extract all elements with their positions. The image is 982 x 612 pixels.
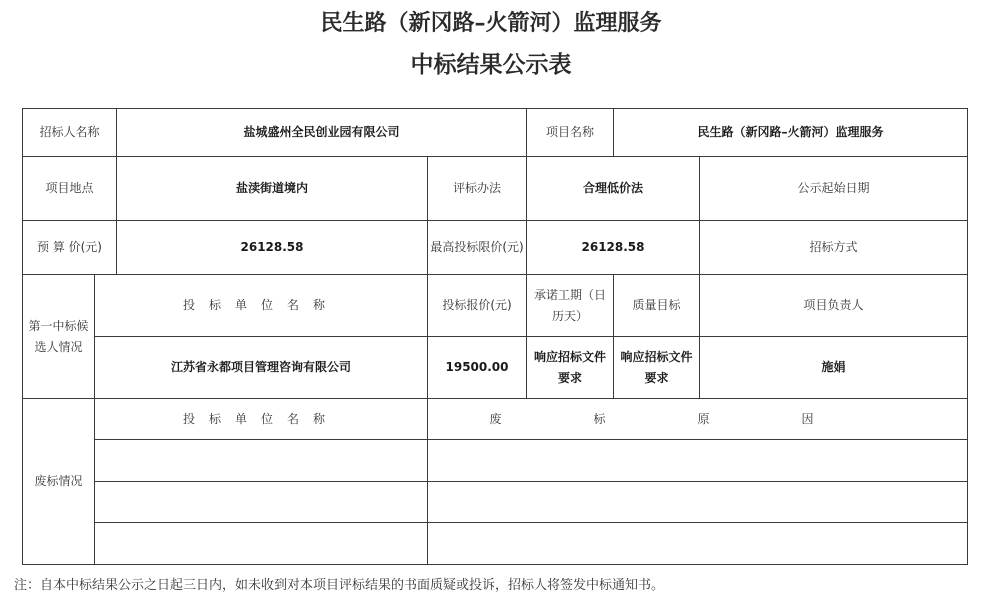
project-name-label: 项目名称 — [527, 109, 614, 157]
rejected-reason-header: 废标原因 — [428, 399, 968, 440]
start-date-label: 公示起始日期 — [700, 157, 968, 221]
table-row — [23, 337, 968, 399]
table-row — [23, 482, 968, 523]
candidate-manager-value: 施娟 — [700, 337, 968, 399]
tenderer-value: 盐城盛州全民创业园有限公司 — [117, 109, 527, 157]
footnote: 注：自本中标结果公示之日起三日内，如未收到对本项目评标结果的书面质疑或投诉，招标人将签发中标通知书。 — [14, 578, 665, 593]
bid-method-label: 招标方式 — [700, 221, 968, 275]
candidate-quality-header: 质量目标 — [614, 275, 700, 337]
rejected-reason-cell — [428, 440, 968, 482]
page-title: 民生路（新冈路–火箭河）监理服务 — [320, 10, 662, 36]
candidate-price-value: 19500.00 — [428, 337, 527, 399]
rejected-unit-cell — [95, 523, 428, 565]
candidate-unit-header: 投标单位名称 — [95, 275, 428, 337]
candidate-section-label: 第一中标候选人情况 — [23, 275, 95, 399]
page-subtitle: 中标结果公示表 — [410, 51, 572, 78]
rejected-section-label: 废标情况 — [23, 399, 95, 565]
table-row — [23, 440, 968, 482]
rejected-reason-cell — [428, 523, 968, 565]
eval-method-value: 合理低价法 — [527, 157, 700, 221]
rejected-reason-cell — [428, 482, 968, 523]
rejected-unit-cell — [95, 440, 428, 482]
max-price-label: 最高投标限价(元) — [428, 221, 527, 275]
project-name-value: 民生路（新冈路–火箭河）监理服务 — [614, 109, 968, 157]
rejected-unit-header: 投标单位名称 — [95, 399, 428, 440]
tenderer-label: 招标人名称 — [23, 109, 117, 157]
budget-value: 26128.58 — [117, 221, 428, 275]
location-label: 项目地点 — [23, 157, 117, 221]
table-row — [23, 399, 968, 440]
table-row — [23, 157, 968, 221]
table-row — [23, 523, 968, 565]
location-value: 盐渎街道境内 — [117, 157, 428, 221]
table-row — [23, 109, 968, 157]
candidate-period-value: 响应招标文件要求 — [527, 337, 614, 399]
table-row — [23, 221, 968, 275]
result-table — [22, 108, 968, 565]
candidate-period-header: 承诺工期（日历天） — [527, 275, 614, 337]
candidate-quality-value: 响应招标文件要求 — [614, 337, 700, 399]
budget-label: 预 算 价(元) — [23, 221, 117, 275]
candidate-price-header: 投标报价(元) — [428, 275, 527, 337]
max-price-value: 26128.58 — [527, 221, 700, 275]
rejected-unit-cell — [95, 482, 428, 523]
candidate-manager-header: 项目负责人 — [700, 275, 968, 337]
eval-method-label: 评标办法 — [428, 157, 527, 221]
candidate-unit-value: 江苏省永都项目管理咨询有限公司 — [95, 337, 428, 399]
table-row — [23, 275, 968, 337]
